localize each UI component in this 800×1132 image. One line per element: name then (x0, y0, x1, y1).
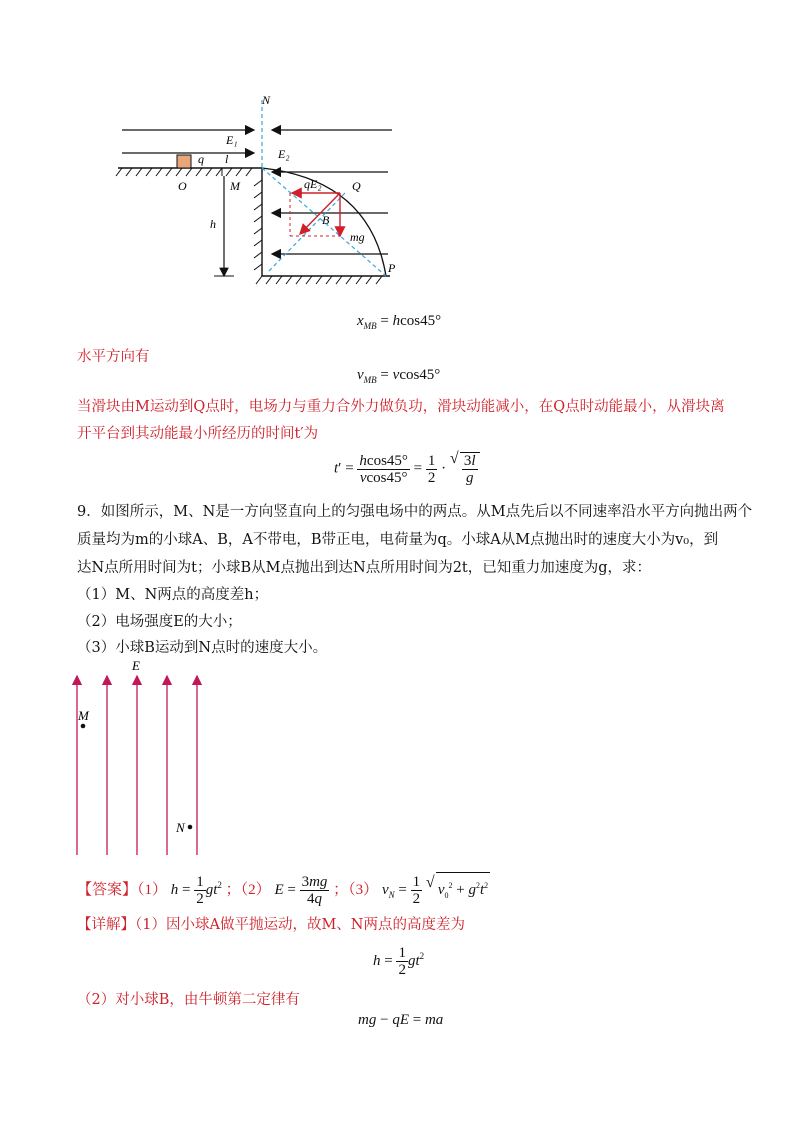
detail-line2: （2）对小球B，由牛顿第二定律有 (77, 992, 300, 1008)
q9-sub1: （1）M、N两点的高度差h； (77, 587, 269, 603)
q9-line3: 达N点所用时间为t；小球B从M点抛出到达N点所用时间为2t，已知重力加速度为g，求： (77, 560, 652, 576)
para1-line2: 开平台到其动能最小所经历的时间t′为 (77, 426, 319, 442)
fig1-label-h: h (210, 217, 216, 231)
eq-v-mb: $v_{MB} = vcos45^\circ$ (357, 367, 441, 385)
answer-line: 【答案】（1） h = $\frac{1}{2}$ $gt^2$ ；（2） E = $\frac{3mg}{4q}$ ；（3） $v_N$ = $\frac{1}{2}$ √ $v_0^2 + g^2t^2$ (77, 872, 490, 909)
fig1-label-E1: E₁ (226, 133, 238, 147)
fig1-label-O: O (178, 179, 187, 193)
fig1-label-M: M (230, 179, 240, 193)
fig1-label-B: B (322, 213, 330, 227)
fig1-label-E2: E₂ (278, 147, 290, 161)
figure-platform-field (110, 90, 410, 290)
detail-line1: 【详解】（1）因小球A做平抛运动，故M、N两点的高度差为 (77, 917, 465, 933)
fig1-label-qE2: qE₂ (304, 177, 322, 191)
eq-x-mb: $x_{MB} = hcos45^\circ$ (357, 313, 442, 331)
fig1-label-l: l (225, 152, 229, 166)
eq-h: h = $\frac{1}{2}$ $gt^2$ (373, 945, 425, 978)
fig2-label-E: E (132, 658, 140, 673)
q9-line2: 质量均为m的小球A、B，A不带电，B带正电，电荷量为q。小球A从M点抛出时的速度大小为v₀，到 (77, 532, 719, 548)
q9-sub3: （3）小球B运动到N点时的速度大小。 (77, 640, 328, 656)
q9-line1: 9．如图所示，M、N是一方向竖直向上的匀强电场中的两点。从M点先后以不同速率沿水平方向抛出两个 (77, 504, 753, 520)
horizontal-note: 水平方向有 (77, 349, 150, 365)
eq-t-prime: t′ = $\frac{hcos45^\circ}{vcos45^\circ}$ = $\frac{1}{2}$ · √ $\frac{3l}{g}$ (334, 452, 480, 486)
q9-sub2: （2）电场强度E的大小； (77, 614, 242, 630)
fig1-label-q: q (198, 152, 204, 166)
para1-line1: 当滑块由M运动到Q点时，电场力与重力合外力做负功，滑块动能减小，在Q点时动能最小，从滑块离 (77, 399, 725, 415)
fig1-label-N: N (262, 93, 271, 107)
fig2-label-M: M (78, 708, 89, 723)
fig2-label-N: N (176, 820, 185, 835)
fig1-label-mg: mg (350, 230, 365, 244)
fig1-label-P: P (388, 261, 396, 275)
fig1-label-Q: Q (352, 179, 361, 193)
eq-newton: mg − qE = ma (358, 1012, 444, 1028)
figure-uniform-field (60, 655, 220, 860)
